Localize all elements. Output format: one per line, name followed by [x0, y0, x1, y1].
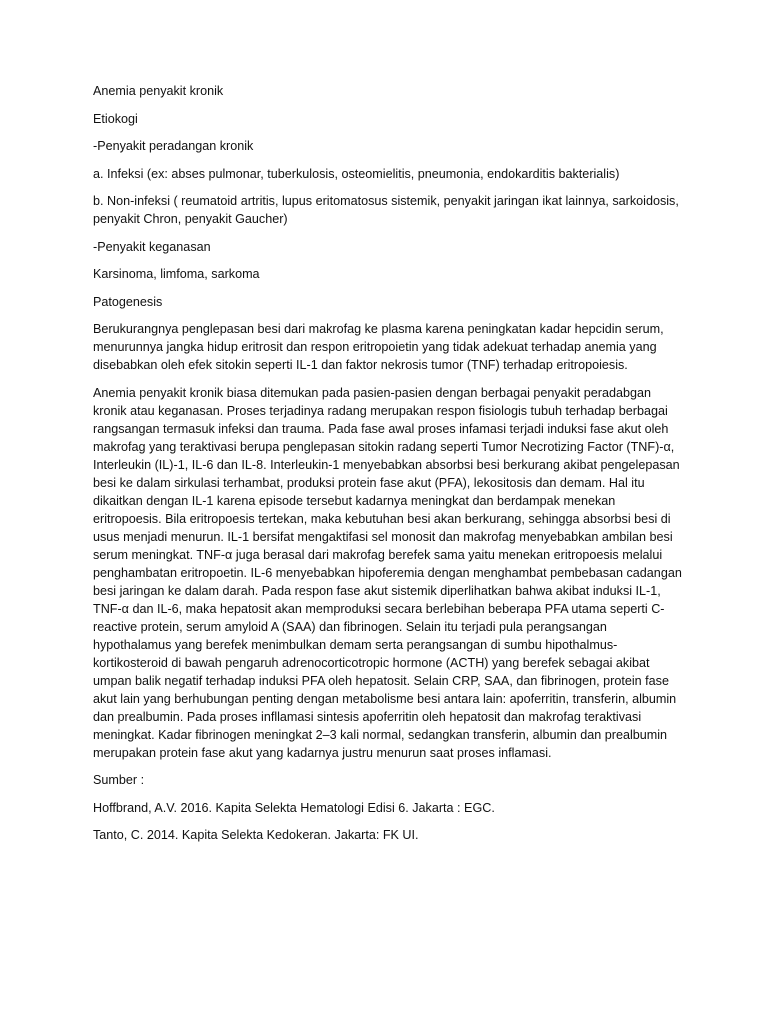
infection-item: a. Infeksi (ex: abses pulmonar, tuberkulosis, osteomielitis, pneumonia, endokarditis bakterialis)	[93, 166, 620, 181]
source-2: Tanto, C. 2014. Kapita Selekta Kedokeran. Jakarta: FK UI.	[93, 828, 419, 842]
pathogenesis-paragraph-2: Anemia penyakit kronik biasa ditemukan pada pasien-pasien dengan berbagai penyakit peradabgan kronik atau keganasan. Proses terjadinya radang merupakan respon fisiologis tubuh terhadap berbagai rangsangan termasuk infeksi dan trauma. Pada fase awal proses infamasi terjadi induksi fase akut oleh makrofag yang teraktivasi berupa penglepasan sitokin radang seperti Tumor Necrotizing Factor (TNF)-α, Interleukin (IL)-1, IL-6 dan IL-8. Interleukin-1 menyebabkan absorbsi besi berkurang akibat pengelepasan besi ke dalam sirkulasi terhambat, produksi protein fase akut (PFA), lekositosis dan demam. Hal itu dikaitkan dengan IL-1 karena episode tersebut kadarnya meningkat dan berdampak menekan eritropoesis. Bila eritropoesis tertekan, maka kebutuhan besi akan berkurang, sehingga absorbsi besi di usus menjadi menurun. IL-1 bersifat mengaktifasi sel monosit dan makrofag menyebabkan ambilan besi serum meningkat. TNF-α juga berasal dari makrofag berefek sama yaitu menekan eritropoesis melalui penghambatan eritropoetin. IL-6 menyebabkan hipoferemia dengan menghambat pembebasan cadangan besi jaringan ke dalam darah. Pada respon fase akut sistemik diperlihatkan bahwa akibat induksi IL-1, TNF-α dan IL-6, maka hepatosit akan memproduksi secara berlebihan beberapa PFA utama seperti C-reactive protein, serum amyloid A (SAA) dan fibrinogen. Selain itu terjadi pula perangsangan hypothalamus yang berefek menimbulkan demam serta perangsangan di sumbu hipothalmus-kortikosteroid di bawah pengaruh adrenocorticotropic hormone (ACTH) yang berefek sebagai akibat umpan balik negatif terhadap induksi PFA oleh hepatosit. Selain CRP, SAA, dan fibrinogen, protein fase akut lain yang berhubungan penting dengan metabolisme besi antara lain: apoferritin, transferin, albumin dan prealbumin. Pada proses infllamasi sintesis apoferritin oleh hepatosit dan makrofag teraktivasi meningkat. Kadar fibrinogen meningkat 2–3 kali normal, sedangkan transferin, albumin dan prealbumin merupakan protein fase akut yang kadarnya justru menurun saat proses inflamasi.	[93, 385, 682, 760]
malignancy-heading: -Penyakit keganasan	[93, 239, 211, 254]
inflammatory-heading: -Penyakit peradangan kronik	[93, 139, 254, 153]
document-page	[93, 82, 683, 854]
pathogenesis-heading: Patogenesis	[93, 294, 163, 309]
sources-heading: Sumber :	[93, 773, 145, 787]
document-title: Anemia penyakit kronik	[93, 84, 224, 98]
noninfection-item: b. Non-infeksi ( reumatoid artritis, lupus eritomatosus sistemik, penyakit jaringan ikat lainnya, sarkoidosis, penyakit Chron, penyakit Gaucher)	[93, 194, 679, 226]
malignancy-list: Karsinoma, limfoma, sarkoma	[93, 267, 260, 281]
etiology-heading: Etiokogi	[93, 111, 138, 126]
source-1: Hoffbrand, A.V. 2016. Kapita Selekta Hematologi Edisi 6. Jakarta : EGC.	[93, 800, 495, 815]
pathogenesis-paragraph-1: Berukurangnya penglepasan besi dari makrofag ke plasma karena peningkatan kadar hepcidin serum, menurunnya jangka hidup eritrosit dan respon eritropoietin yang tidak adekuat terhadap anemia yang disebabkan oleh efek sitokin seperti IL-1 dan faktor nekrosis tumor (TNF) terhadap eritropoiesis.	[93, 322, 664, 372]
